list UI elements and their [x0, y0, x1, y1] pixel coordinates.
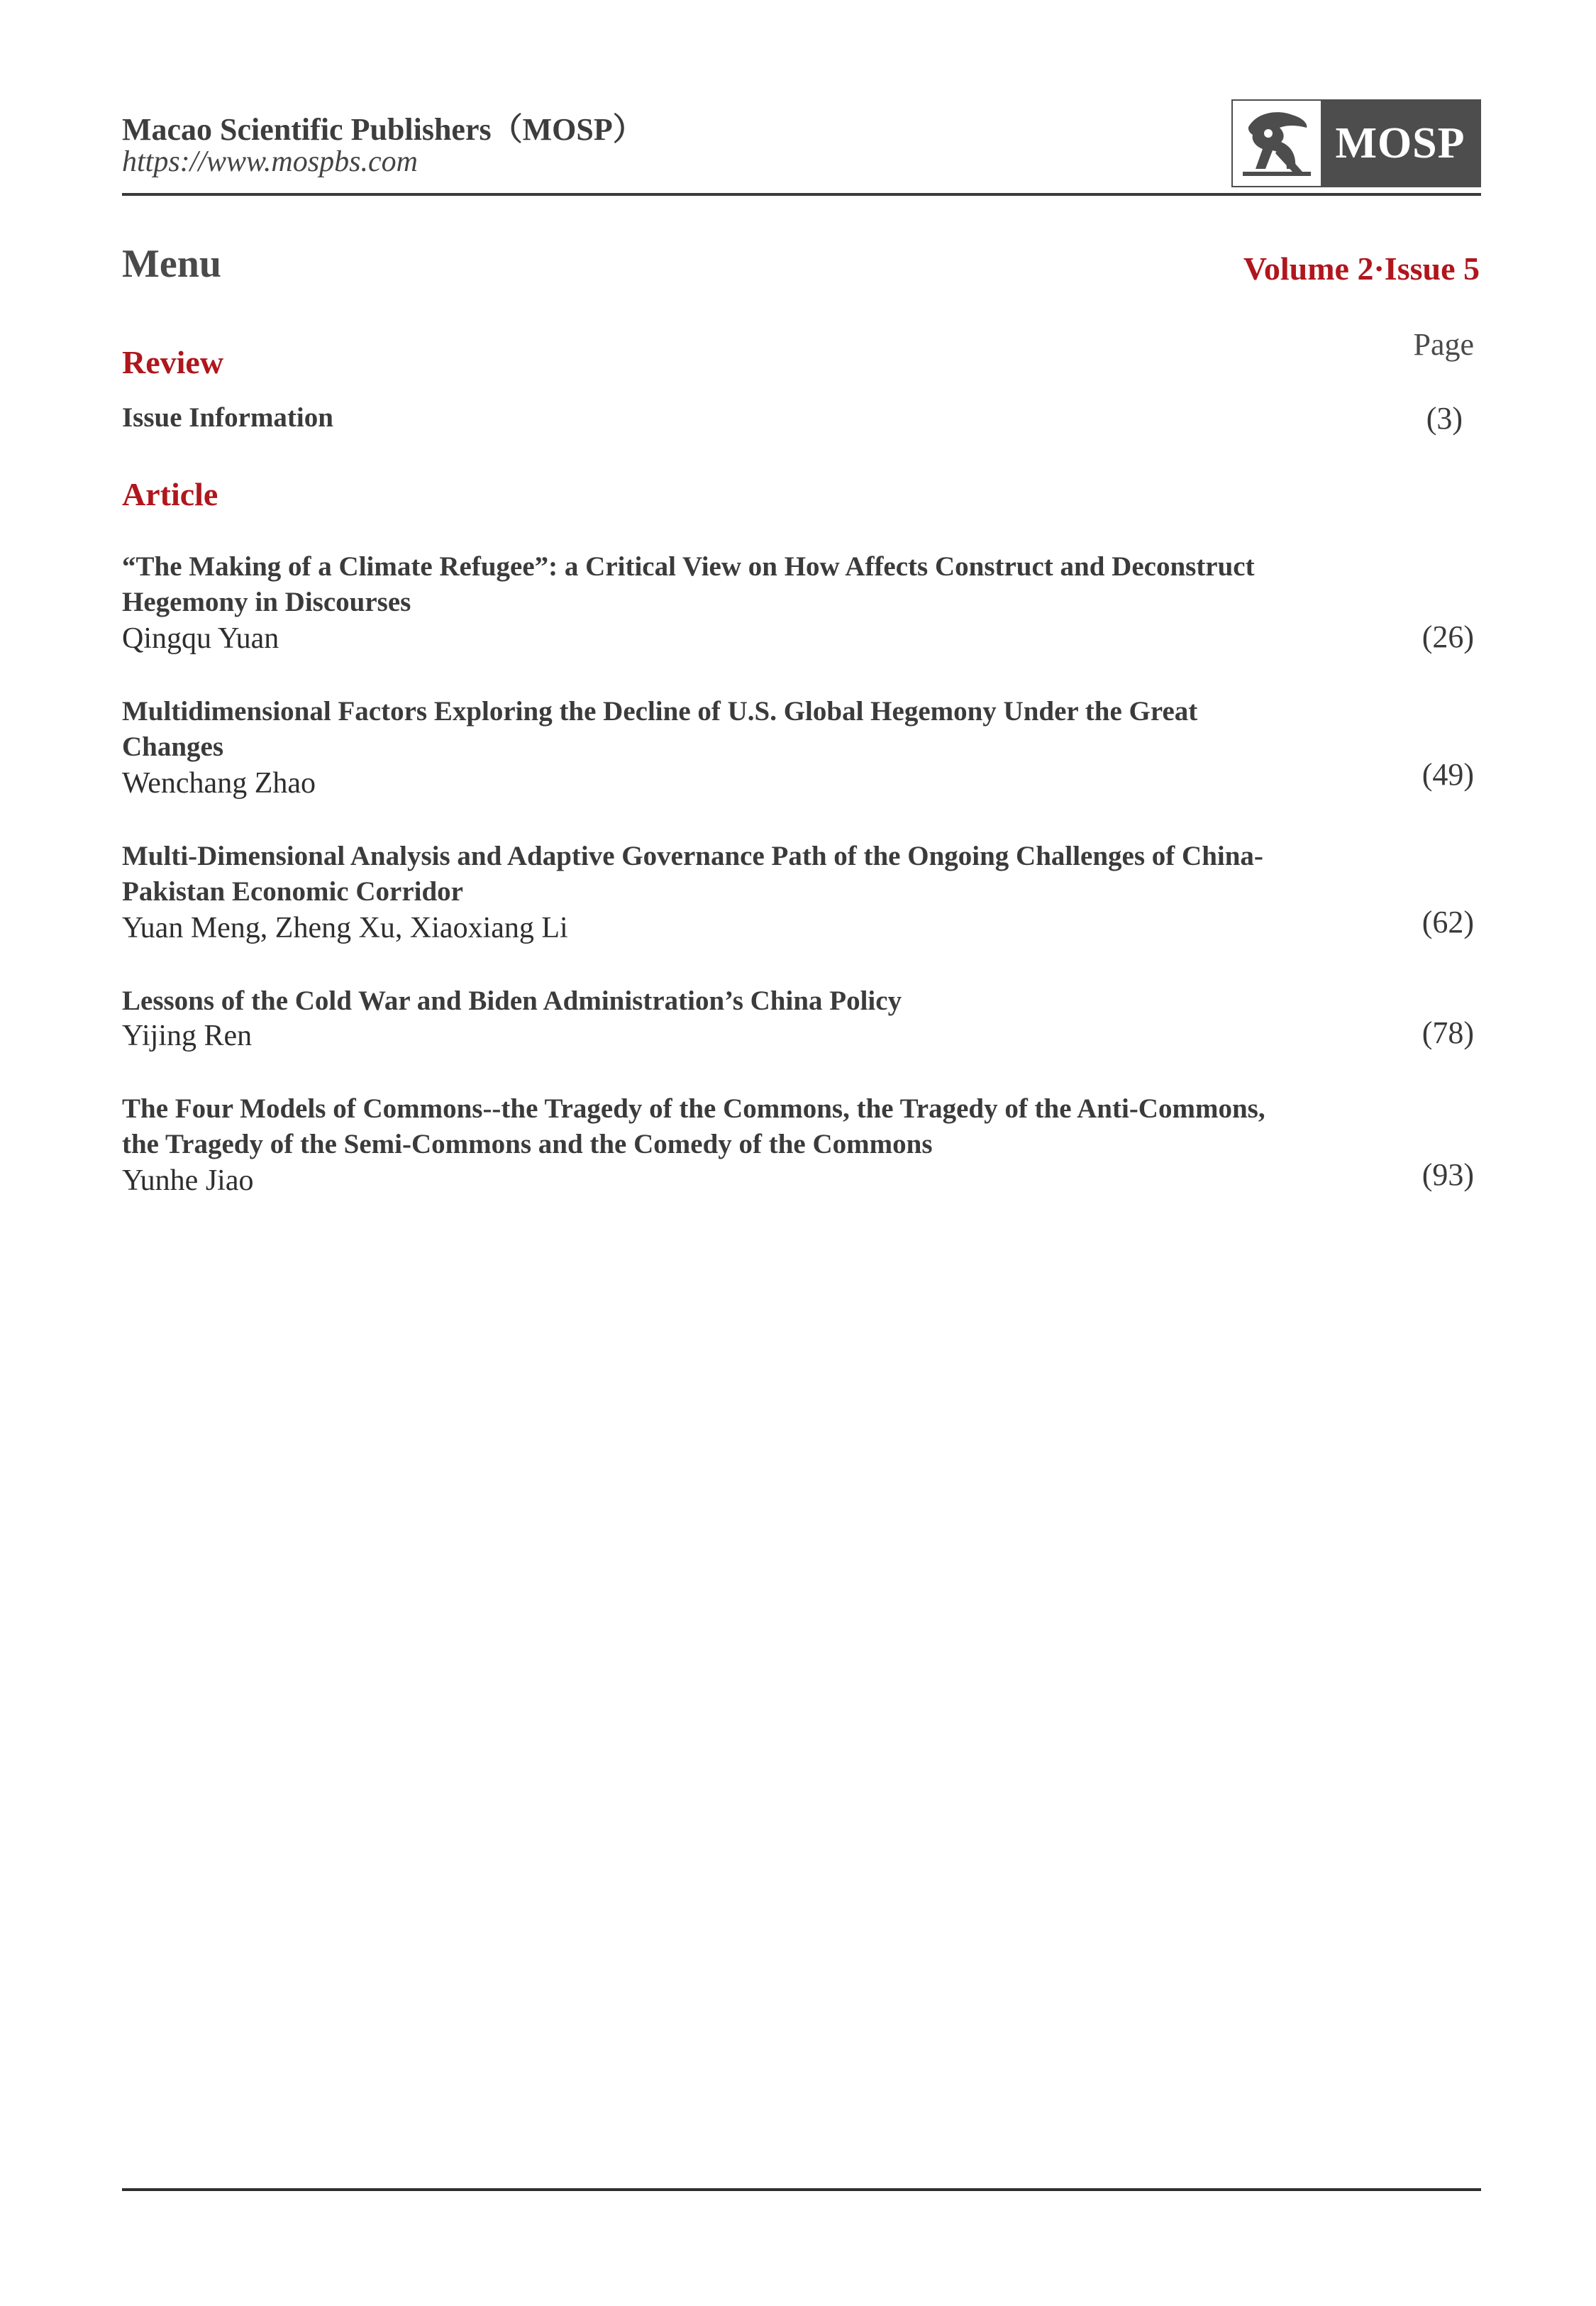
article-title-continued[interactable]: Hegemony in Discourses [122, 587, 411, 617]
page-column-heading: Page [1413, 327, 1474, 362]
article-title-continued[interactable]: the Tragedy of the Semi-Commons and the Comedy of the Commons [122, 1129, 933, 1159]
article-title[interactable]: Multi-Dimensional Analysis and Adaptive Governance Path of the Ongoing Challenges of China- [122, 841, 1263, 871]
article-page[interactable]: (93) [1422, 1157, 1474, 1192]
header-divider [122, 193, 1481, 196]
article-title[interactable]: “The Making of a Climate Refugee”: a Critical View on How Affects Construct and Deconstruct [122, 551, 1255, 582]
article-author: Yijing Ren [122, 1020, 253, 1052]
page-header [122, 99, 1481, 196]
volume-issue: Volume 2·Issue 5 [1243, 250, 1480, 287]
entry-title-issue-information[interactable]: Issue Information [122, 402, 333, 433]
article-page[interactable]: (49) [1422, 757, 1474, 792]
article-page[interactable]: (62) [1422, 905, 1474, 939]
section-label-review: Review [122, 344, 224, 380]
article-title-continued[interactable]: Changes [122, 732, 224, 762]
article-author: Yuan Meng, Zheng Xu, Xiaoxiang Li [122, 912, 568, 944]
publisher-logo [1231, 99, 1481, 187]
article-page[interactable]: (78) [1422, 1015, 1474, 1050]
entry-page[interactable]: (3) [1426, 401, 1463, 436]
article-title[interactable]: The Four Models of Commons--the Tragedy of the Commons, the Tragedy of the Anti-Commons, [122, 1093, 1265, 1124]
article-page[interactable]: (26) [1422, 619, 1474, 654]
section-label-article: Article [122, 476, 218, 512]
footer-divider [122, 2188, 1481, 2191]
publisher-name: Macao Scientific Publishers（MOSP） [122, 112, 644, 147]
article-title-continued[interactable]: Pakistan Economic Corridor [122, 876, 463, 907]
page-title: Menu [122, 242, 221, 286]
publisher-url[interactable]: https://www.mospbs.com [122, 145, 418, 178]
article-title[interactable]: Multidimensional Factors Exploring the Decline of U.S. Global Hegemony Under the Great [122, 696, 1198, 727]
article-author: Wenchang Zhao [122, 767, 316, 800]
article-author: Qingqu Yuan [122, 622, 279, 655]
article-title[interactable]: Lessons of the Cold War and Biden Administration’s China Policy [122, 986, 902, 1016]
article-author: Yunhe Jiao [122, 1164, 254, 1197]
mosp-logo-icon [1233, 101, 1321, 186]
logo-text: MOSP [1335, 118, 1465, 167]
